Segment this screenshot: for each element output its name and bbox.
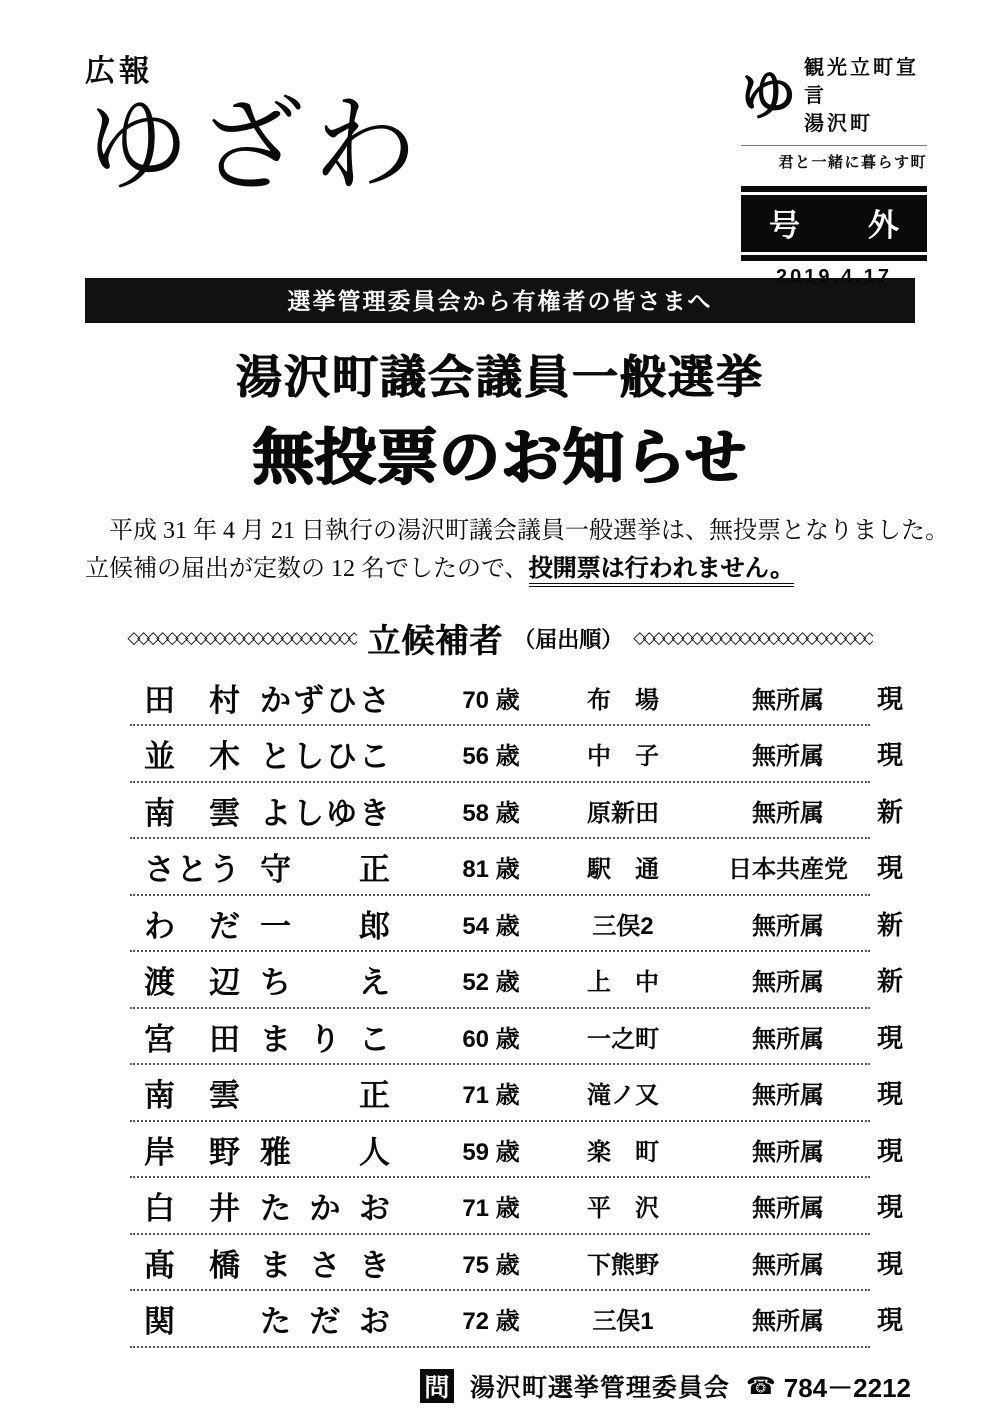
candidate-name [130,1127,435,1172]
candidate-age: 56 歳 [462,743,520,771]
candidate-row [130,1009,904,1066]
candidate-district: 三俣1 [592,1308,654,1336]
candidate-row [130,1122,904,1179]
candidate-district: 一之町 [587,1025,659,1053]
diamond-chain-right: ◇◇◇◇◇◇◇◇◇◇◇◇◇◇◇◇◇◇◇◇◇◇◇◇◇ [633,628,873,648]
candidate-age: 54 歳 [462,912,520,940]
candidate-district: 原新田 [587,799,659,827]
candidate-name [130,675,435,720]
candidate-surname: わだ [144,908,240,944]
candidate-name [130,1183,435,1228]
diamond-chain-left: ◇◇◇◇◇◇◇◇◇◇◇◇◇◇◇◇◇◇◇◇◇◇◇◇ [127,628,358,648]
town-tagline: 君と一緒に暮らす町 [778,154,927,171]
candidate-row [130,726,904,783]
candidate-name [130,731,435,776]
extra-edition-badge [741,186,927,261]
candidate-row [130,896,904,953]
telephone-icon: ☎ [745,1372,776,1400]
town-logo-icon: ゆ [739,66,797,126]
declaration-line2: 湯沢町 [804,113,873,135]
candidate-given-name: ちえ [260,965,390,1001]
town-logo-row [741,54,927,138]
announcement-banner: 選挙管理委員会から有権者の皆さまへ [85,278,915,323]
candidate-given-name: まりこ [260,1021,390,1057]
candidate-district: 中 子 [587,743,659,771]
contact-footer [85,1368,915,1405]
masthead-kanji-label: 広報 [85,55,153,88]
candidate-district: 楽 町 [587,1138,659,1166]
candidate-given-name: よしゆき [260,795,390,831]
candidate-given-name: 一郎 [260,908,390,944]
candidate-party: 無所属 [752,912,824,940]
candidate-district: 下熊野 [587,1251,659,1279]
headline-election-name: 湯沢町議会議員一般選挙 [236,351,764,403]
town-declaration [804,54,927,138]
candidate-age: 71 歳 [462,1082,520,1110]
candidate-district: 三俣2 [592,912,654,940]
candidate-row [130,1235,904,1292]
candidate-age: 81 歳 [462,856,520,884]
candidate-row [130,783,904,840]
candidate-given-name: ただお [260,1304,390,1340]
candidate-given-name: としひこ [260,739,390,775]
candidate-status: 現 [877,1079,904,1110]
body-line2-prefix: 立候補の届出が定数の 12 名でしたので、 [85,556,529,583]
candidate-age: 58 歳 [462,799,520,827]
candidates-section-header [85,615,915,662]
badge-top-rule [741,186,927,192]
candidate-status: 現 [877,1305,904,1336]
candidate-surname: 田村 [144,682,240,718]
candidate-surname: 白井 [144,1191,240,1227]
candidate-name [130,957,435,1002]
candidate-status: 現 [877,1192,904,1223]
candidate-party: 無所属 [752,1082,824,1110]
candidate-surname: 宮田 [144,1021,240,1057]
candidate-surname: 渡辺 [144,965,240,1001]
candidate-status: 新 [877,796,904,827]
body-line2 [85,550,915,588]
candidate-district: 平 沢 [587,1195,659,1223]
candidate-surname: 岸野 [144,1134,240,1170]
candidate-status: 新 [877,909,904,940]
candidate-district: 布 場 [587,686,659,714]
candidate-given-name: たかお [260,1191,390,1227]
body-line1: 平成 31 年 4 月 21 日執行の湯沢町議会議員一般選挙は、無投票となりました。 [109,518,949,544]
badge-box [741,195,927,252]
inquiry-badge: 問 [420,1369,454,1403]
candidate-party: 無所属 [752,799,824,827]
candidate-district: 上 中 [587,969,659,997]
candidate-given-name: 正 [260,1078,390,1114]
header-divider [741,145,927,146]
headline-notice: 無投票のお知らせ [252,423,748,491]
candidates-table [130,670,904,1348]
candidate-status: 現 [877,1248,904,1279]
candidate-party: 無所属 [752,1138,824,1166]
candidate-surname: 関 [144,1304,175,1340]
candidate-party: 無所属 [752,1251,824,1279]
body-paragraph [85,512,949,589]
candidate-row [130,1291,904,1348]
body-emphasis-underlined: 投開票は行われません。 [529,556,794,587]
candidate-status: 現 [877,853,904,884]
candidate-name [130,1070,435,1115]
candidate-name [130,1240,435,1285]
candidate-row [130,839,904,896]
candidate-surname: 髙橋 [144,1247,240,1283]
publication-title: ゆざわ [85,89,428,204]
candidate-age: 72 歳 [462,1308,520,1336]
candidate-row [130,670,904,727]
candidate-given-name: まさき [260,1247,390,1283]
candidate-surname: 南雲 [144,795,240,831]
candidate-surname: さとう [144,852,240,888]
issue-date: 2019.4.17 [776,266,892,288]
candidate-age: 52 歳 [462,969,520,997]
election-committee-name: 湯沢町選挙管理委員会 [469,1374,730,1403]
candidate-party: 日本共産党 [728,856,848,884]
candidate-given-name: かずひさ [260,682,390,718]
candidate-name [130,901,435,946]
candidate-given-name: 雅人 [260,1134,390,1170]
candidate-age: 71 歳 [462,1195,520,1223]
candidate-party: 無所属 [752,1025,824,1053]
candidate-name [130,1296,435,1341]
candidate-party: 無所属 [752,1308,824,1336]
candidate-age: 59 歳 [462,1138,520,1166]
candidate-district: 駅 通 [587,856,659,884]
candidate-name [130,1014,435,1059]
candidate-surname: 南雲 [144,1078,240,1114]
phone-block [746,1368,911,1405]
candidate-party: 無所属 [752,969,824,997]
candidate-given-name: 守正 [260,852,390,888]
candidates-title: 立候補者 [367,621,504,659]
declaration-line1: 観光立町宣言 [804,57,919,107]
candidate-age: 60 歳 [462,1025,520,1053]
candidate-status: 現 [877,740,904,771]
candidate-party: 無所属 [752,743,824,771]
candidates-subtitle: （届出順） [513,626,624,652]
candidate-status: 現 [877,1022,904,1053]
candidate-status: 現 [877,1135,904,1166]
candidate-status: 新 [877,966,904,997]
badge-bottom-rule [741,255,927,261]
candidate-row [130,1178,904,1235]
candidate-party: 無所属 [752,1195,824,1223]
masthead [85,46,927,288]
masthead-right-block [741,54,927,289]
candidate-party: 無所属 [752,686,824,714]
candidate-district: 滝ノ又 [587,1082,659,1110]
candidate-name [130,788,435,833]
candidate-row [130,1065,904,1122]
candidate-surname: 並木 [144,739,240,775]
badge-label: 号外 [769,208,899,243]
candidate-status: 現 [877,683,904,714]
phone-number: 784－2212 [783,1372,911,1403]
candidate-name [130,844,435,889]
candidate-age: 75 歳 [462,1251,520,1279]
candidate-row [130,952,904,1009]
candidate-age: 70 歳 [462,686,520,714]
